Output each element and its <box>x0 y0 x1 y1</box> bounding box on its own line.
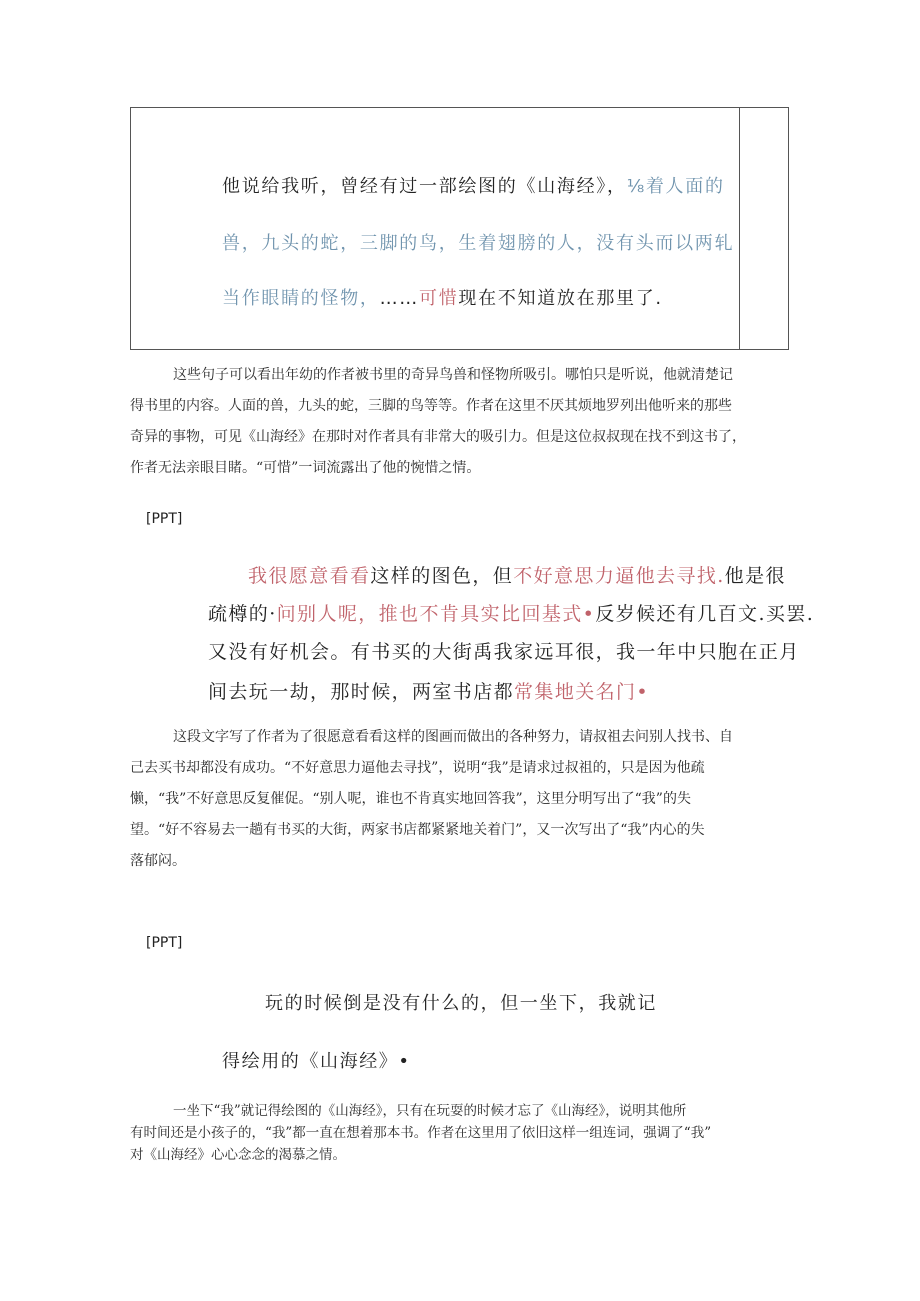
analysis1-line: 得书里的内容。人面的兽，九头的蛇，三脚的鸟等等。作者在这里不厌其烦地罗列出他听来的那些 <box>130 398 732 414</box>
frame-divider <box>739 107 740 350</box>
excerpt2-line2-red: 问别人呢，推也不肯具实比回基式• <box>276 603 596 625</box>
excerpt1-line3-ellipsis: …… <box>379 288 420 309</box>
excerpt2-line2-plain2: 反岁候还有几百文.买罢. <box>595 603 815 625</box>
analysis1-line: 这些句子可以看出年幼的作者被书里的奇异鸟兽和怪物所吸引。哪怕只是听说，他就清楚记 <box>173 367 733 383</box>
ppt-label: [PPT] <box>146 935 183 951</box>
analysis3-line: 有时间还是小孩子的，“我”都一直在想着那本书。作者在这里用了依旧这样一组连词，强调了“我” <box>130 1125 712 1141</box>
excerpt3-line2: 得绘用的《山海经》• <box>222 1051 411 1072</box>
excerpt2-line1 <box>248 561 786 588</box>
excerpt3-line1: 玩的时候倒是没有什么的，但一坐下，我就记 <box>265 993 657 1014</box>
excerpt2-line4 <box>208 677 649 704</box>
excerpt2-line4-plain: 间去玩一劫，那时候，两室书店都 <box>208 681 515 703</box>
excerpt2-line4-red: 常集地关名门• <box>514 681 650 703</box>
excerpt1-line3-plain: 现在不知道放在那里了. <box>458 288 663 309</box>
analysis2-line: 懒，“我”不好意思反复催促。“别人呢，谁也不肯真实地回答我”，这里分明写出了“我”的失 <box>130 791 691 807</box>
analysis3-paragraph <box>130 1100 790 1166</box>
excerpt2-line1-red: 我很愿意看看 <box>248 565 371 587</box>
excerpt2-line2 <box>208 599 814 626</box>
excerpt1-line3 <box>222 284 663 310</box>
excerpt2-line1-red2: 不好意思力逼他去寻找. <box>513 565 725 587</box>
excerpt1-line3-blue: 当作眼睛的怪物， <box>222 288 380 309</box>
excerpt2-line1-plain2: 他是很 <box>724 565 786 587</box>
excerpt2-line2-plain: 疏樽的· <box>208 603 277 625</box>
analysis2-paragraph <box>130 722 790 877</box>
excerpt2-line1-plain: 这样的图色，但 <box>370 565 514 587</box>
analysis2-line: 这段文字写了作者为了很愿意看看这样的图画而做出的各种努力，请叔祖去问别人找书、自 <box>173 729 733 745</box>
excerpt1-line3-red: 可惜 <box>419 288 459 309</box>
ppt-label: [PPT] <box>146 511 183 527</box>
analysis3-line: 对《山海经》心心念念的渴慕之情。 <box>130 1147 346 1163</box>
analysis1-paragraph <box>130 360 790 484</box>
excerpt1-line2: 兽，九头的蛇，三脚的鸟，生着翅膀的人，没有头而以两轧 <box>222 233 735 254</box>
analysis2-line: 己去买书却都没有成功。“不好意思力逼他去寻找”，说明“我”是请求过叔祖的，只是因为他疏 <box>130 760 705 776</box>
analysis2-line: 望。“好不容易去一趟有书买的大街，两家书店都紧紧地关着门”，又一次写出了“我”内心的失 <box>130 822 705 838</box>
analysis3-line: 一坐下“我”就记得绘图的《山海经》，只有在玩耍的时候才忘了《山海经》，说明其他所 <box>173 1103 687 1119</box>
analysis1-line: 作者无法亲眼目睹。“可惜”一词流露出了他的惋惜之情。 <box>130 460 481 476</box>
excerpt1-line1-blue: ⅛着人面的 <box>626 176 725 197</box>
excerpt1-line1 <box>222 172 725 198</box>
excerpt2-line3: 又没有好机会。有书买的大街禹我家远耳很，我一年中只胞在正月 <box>208 641 800 663</box>
analysis2-line: 落郁闷。 <box>130 853 186 869</box>
excerpt1-line1-plain: 他说给我听，曾经有过一部绘图的《山海经》， <box>222 176 627 197</box>
analysis1-line: 奇异的事物，可见《山海经》在那时对作者具有非常大的吸引力。但是这位叔叔现在找不到这书了， <box>130 429 746 445</box>
